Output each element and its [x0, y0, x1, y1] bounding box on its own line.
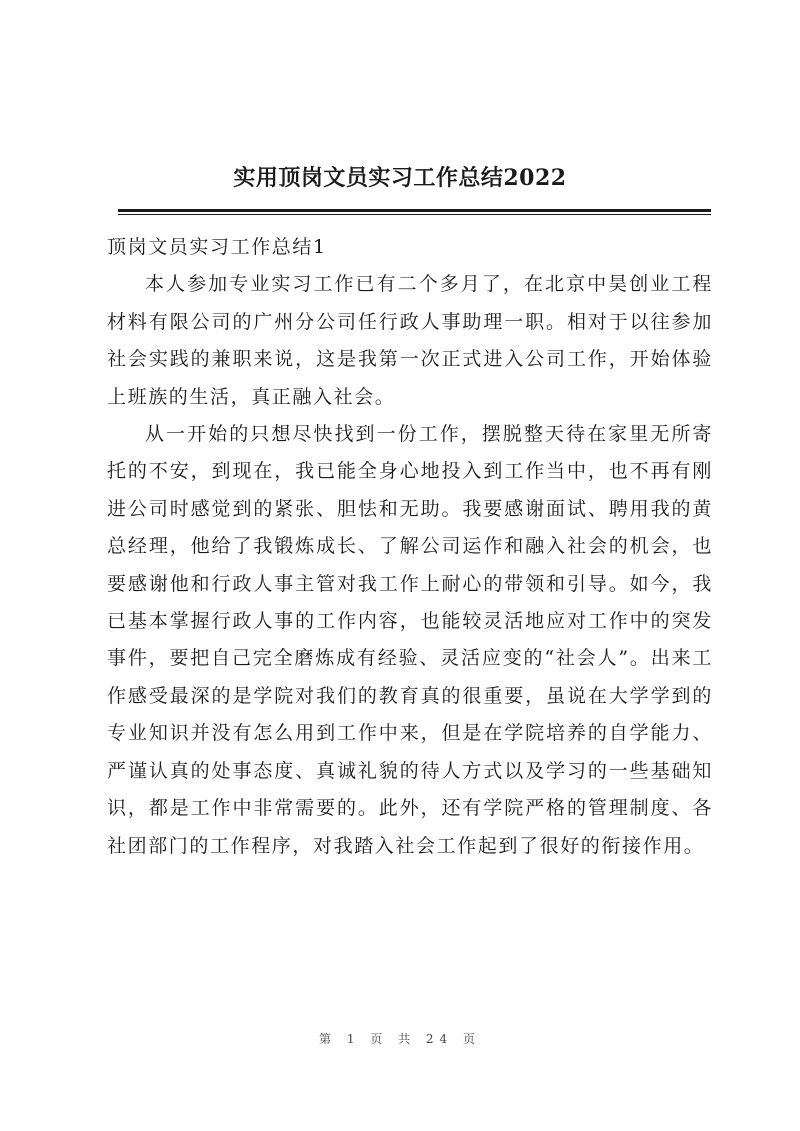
body-paragraph-2: 从一开始的只想尽快找到一份工作，摆脱整天待在家里无所寄托的不安，到现在，我已能全身心地投入到工作当中，也不再有刚进公司时感觉到的紧张、胆怯和无助。我要感谢面试、聘用我的黄总经理，他给了我锻炼成长、了解公司运作和融入社会的机会，也要感谢他和行政人事主管对我工作上耐心的带领和引导。如今，我已基本掌握行政人事的工作内容，也能较灵活地应对工作中的突发事件，要把自己完全磨炼成有经验、灵活应变的“社会人”。出来工作感受最深的是学院对我们的教育真的很重要，虽说在大学学到的专业知识并没有怎么用到工作中来，但是在学院培养的自学能力、严谨认真的处事态度、真诚礼貌的待人方式以及学习的一些基础知识，都是工作中非常需要的。此外，还有学院严格的管理制度、各社团部门的工作程序，对我踏入社会工作起到了很好的衔接作用。: [107, 423, 713, 857]
section-heading: 顶岗文员实习工作总结1: [107, 236, 327, 258]
title-divider-thick: [118, 209, 711, 212]
document-title: 实用顶岗文员实习工作总结2022: [233, 165, 567, 191]
page-number-footer: 第 1 页 共 24 页: [319, 1032, 481, 1046]
document-body: [107, 229, 713, 865]
body-paragraph-1: 本人参加专业实习工作已有二个多月了，在北京中昊创业工程材料有限公司的广州分公司任行政人事助理一职。相对于以往参加社会实践的兼职来说，这是我第一次正式进入公司工作，开始体验上班族的生活，真正融入社会。: [107, 273, 713, 408]
title-divider-thin: [118, 214, 711, 215]
